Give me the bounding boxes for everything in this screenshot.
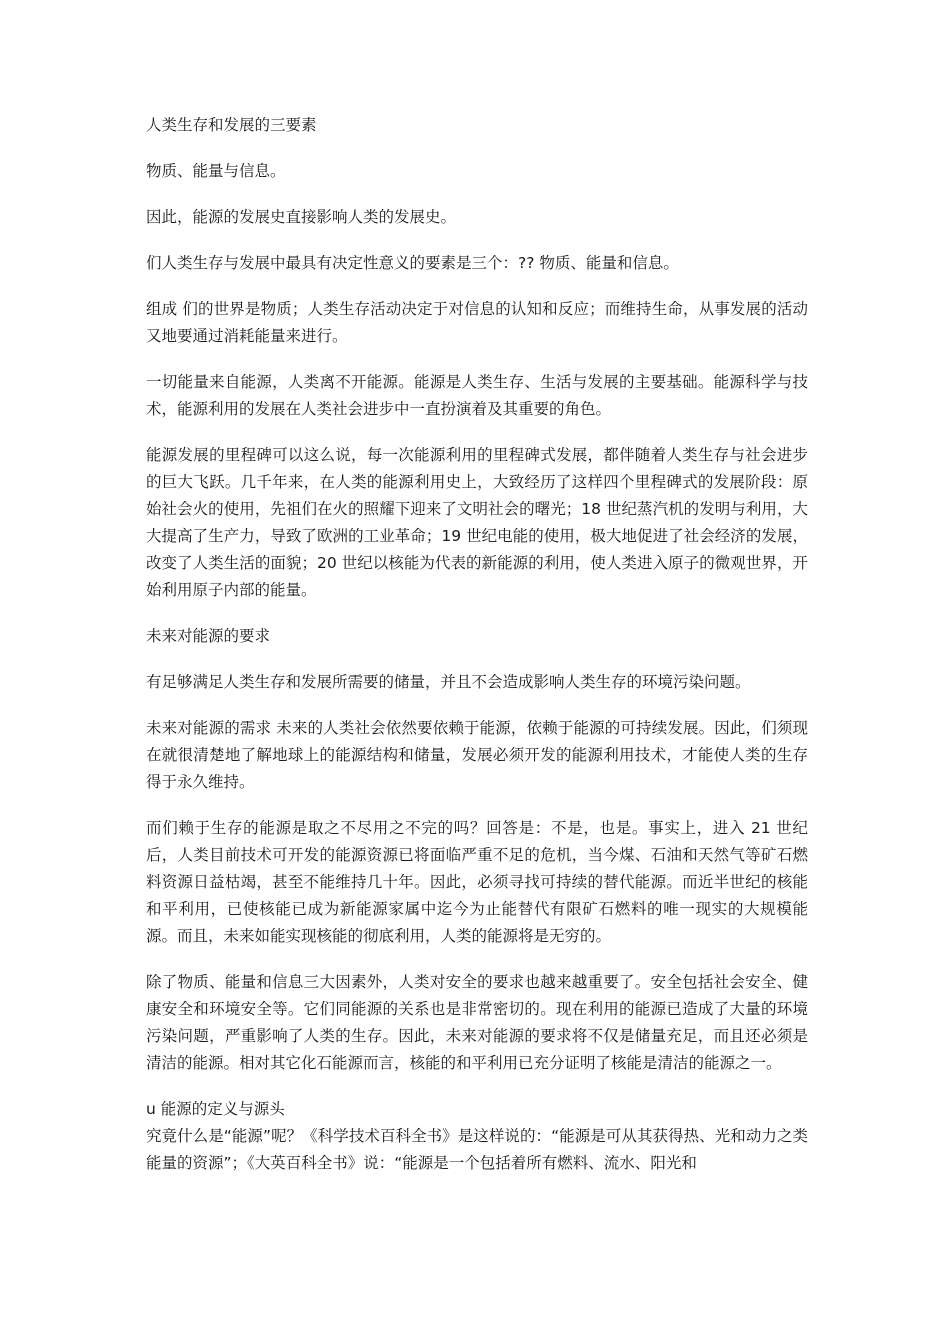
document-body	[146, 112, 808, 1177]
paragraph-energy-definition-heading: u 能源的定义与源头	[146, 1100, 285, 1118]
paragraph-safety-requirements: 除了物质、能量和信息三大因素外，人类对安全的要求也越来越重要了。安全包括社会安全、健康安全和环境安全等。它们同能源的关系也是非常密切的。现在利用的能源已造成了大量的环境污染问题，严重影响了人类的生存。因此，未来对能源的要求将不仅是储量充足，而且还必须是清洁的能源。相对其它化石能源而言，核能的和平利用已充分证明了核能是清洁的能源之一。	[146, 973, 808, 1072]
paragraph-inexhaustible-question: 而们赖于生存的能源是取之不尽用之不完的吗？回答是：不是，也是。事实上，进入 21 世纪后，人类目前技术可开发的能源资源已将面临严重不足的危机，当今煤、石油和天然气等矿石燃料资源日益枯竭，甚至不能维持几十年。因此，必须寻找可持续的替代能源。而近半世纪的核能和平利用，已使核能已成为新能源家属中迄今为止能替代有限矿石燃料的唯一现实的大规模能源。而且，未来如能实现核能的彻底利用，人类的能源将是无穷的。	[146, 819, 808, 945]
paragraph-sufficient-reserves: 有足够满足人类生存和发展所需要的储量，并且不会造成影响人类生存的环境污染问题。	[146, 673, 751, 691]
paragraph-energy-milestones: 能源发展的里程碑可以这么说，每一次能源利用的里程碑式发展，都伴随着人类生存与社会进步的巨大飞跃。几千年来，在人类的能源利用史上，大致经历了这样四个里程碑式的发展阶段：原始社会火的使用，先祖们在火的照耀下迎来了文明社会的曙光；18 世纪蒸汽机的发明与利用，大大提高了生产力，导致了欧洲的工业革命；19 世纪电能的使用，极大地促进了社会经济的发展，改变了人类生活的面貌；20 世纪以核能为代表的新能源的利用，使人类进入原子的微观世界，开始利用原子内部的能量。	[146, 446, 808, 599]
paragraph-three-elements-heading: 人类生存和发展的三要素	[146, 116, 317, 134]
paragraph-decisive-elements: 们人类生存与发展中最具有决定性意义的要素是三个：?? 物质、能量和信息。	[146, 254, 679, 272]
paragraph-energy-definition: 究竟什么是“能源”呢？《科学技术百科全书》是这样说的：“能源是可从其获得热、光和动力之类能量的资源”；《大英百科全书》说：“能源是一个包括着所有燃料、流水、阳光和	[146, 1127, 808, 1172]
paragraph-future-demand: 未来对能源的需求 未来的人类社会依然要依赖于能源，依赖于能源的可持续发展。因此，们须现在就很清楚地了解地球上的能源结构和储量，发展必须开发的能源利用技术，才能使人类的生存得于永久维持。	[146, 719, 808, 791]
paragraph-matter-energy-information: 物质、能量与信息。	[146, 162, 286, 180]
paragraph-energy-history: 因此，能源的发展史直接影响人类的发展史。	[146, 208, 457, 226]
paragraph-energy-foundation: 一切能量来自能源，人类离不开能源。能源是人类生存、生活与发展的主要基础。能源科学与技术，能源利用的发展在人类社会进步中一直扮演着及其重要的角色。	[146, 373, 808, 418]
paragraph-future-requirements-heading: 未来对能源的要求	[146, 627, 271, 645]
paragraph-world-composition: 组成 们的世界是物质；人类生存活动决定于对信息的认知和反应；而维持生命，从事发展的活动又地要通过消耗能量来进行。	[146, 300, 808, 345]
